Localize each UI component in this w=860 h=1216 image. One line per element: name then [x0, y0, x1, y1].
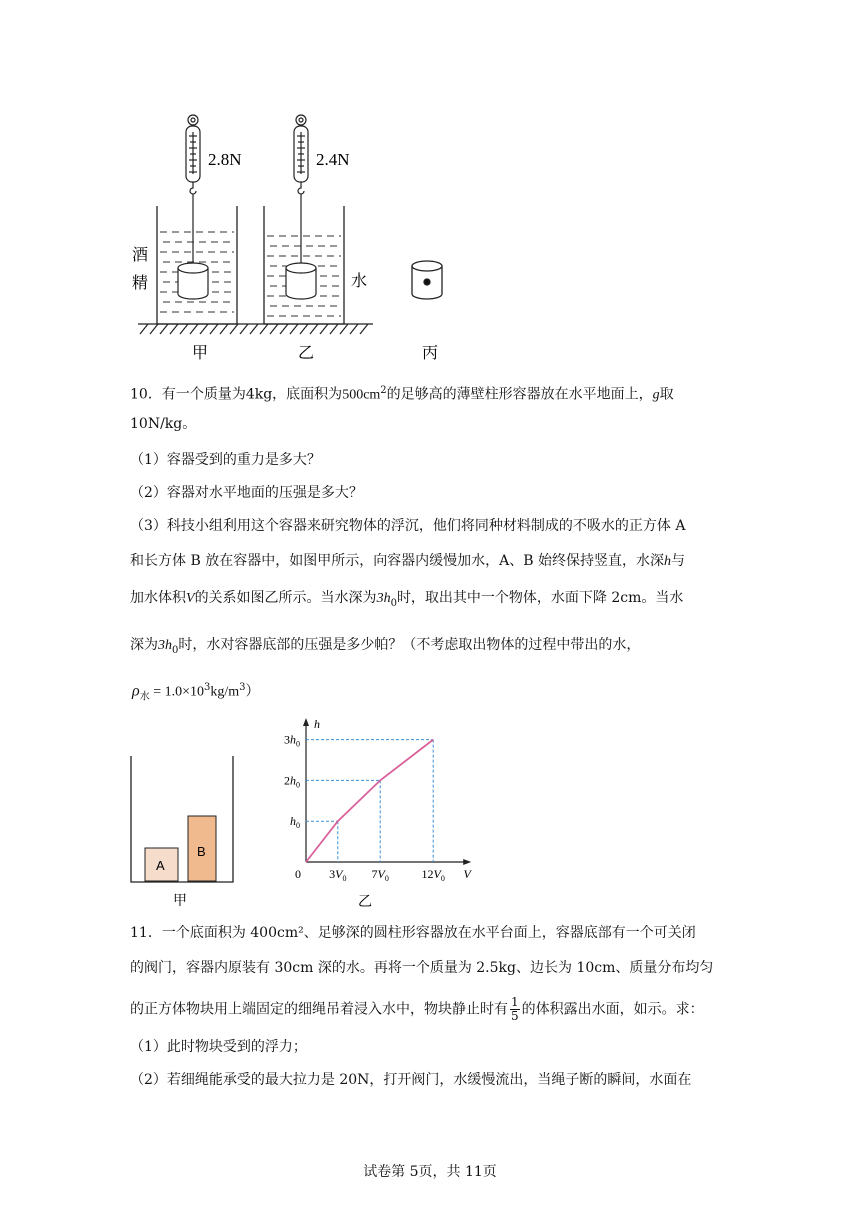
tick-label-y: $3h_0$: [284, 732, 300, 749]
q11-line1: 11．一个底面积为 400cm²、足够深的圆柱形容器放在水平台面上，容器底部有一个可关闭: [130, 925, 696, 941]
x-axis-arrow: [463, 859, 471, 865]
reading-left: 2.8N: [208, 150, 242, 169]
axis-label-y: h: [314, 717, 320, 731]
series-line: [306, 740, 433, 862]
cylinder-top-view: [412, 261, 442, 299]
q10-sub3-line3: 加水体积V的关系如图乙所示。当水深为$3h_0$时，取出其中一个物体，水面下降 2cm。当水: [130, 590, 684, 609]
q10-density: $\rho_水 = 1.0\times 10^3kg/m^3$）: [132, 682, 260, 703]
q10-sub1: （1）容器受到的重力是多大？: [130, 452, 321, 468]
q11-line2: 的阀门，容器内原装有 30cm 深的水。再将一个质量为 2.5kg、边长为 10cm、质量分布均匀: [130, 960, 714, 976]
q11-number: 11．: [130, 925, 162, 941]
tick-label-x: $7V_0$: [371, 867, 389, 883]
label-b: B: [197, 844, 206, 859]
q11-line3: 的正方体物块用上端固定的细绳吊着浸入水中，物块静止时有 $\frac{1}{5}$ 的体积露出水面，如示。求：: [130, 995, 704, 1023]
caption-bing: 丙: [422, 343, 439, 362]
q11-sub2: （2）若细绳能承受的最大拉力是 20N，打开阀门，水缓慢流出，当绳子断的瞬间，水面在: [130, 1072, 692, 1088]
q10-sub3-line4: 深为$3h_0$时，水对容器底部的压强是多少帕？（不考虑取出物体的过程中带出的水，: [130, 637, 641, 656]
cylinder-left: [178, 263, 208, 299]
figure-container-ab: [125, 752, 240, 912]
q10-sub2: （2）容器对水平地面的压强是多大？: [130, 485, 363, 501]
q10-sub3-line1: （3）科技小组利用这个容器来研究物体的浮沉，他们将同种材料制成的不吸水的正方体 A: [130, 518, 686, 534]
spring-scale-left: [186, 115, 200, 266]
axis-label-x: V: [463, 867, 471, 881]
label-a: A: [156, 858, 165, 873]
ground-hatch: [138, 324, 373, 334]
q10-line1: 10．有一个质量为4kg，底面积为$500cm^2$的足够高的薄壁柱形容器放在水平地面上，g取: [130, 385, 674, 403]
fraction: $\frac{1}{5}$: [511, 995, 519, 1023]
reading-right: 2.4N: [316, 150, 350, 169]
caption-jia-2: 甲: [173, 893, 187, 909]
cylinder-right: [286, 263, 316, 299]
y-axis-arrow: [303, 718, 309, 726]
liquid-label-alcohol-2: 精: [132, 273, 149, 292]
caption-yi-2: 乙: [358, 894, 372, 910]
caption-yi: 乙: [298, 343, 315, 362]
figure-buoyancy-setup: [130, 110, 460, 365]
liquid-label-water: 水: [351, 271, 368, 290]
q10-number: 10．: [130, 386, 162, 403]
chart-h-vs-v: [270, 716, 470, 912]
tick-label-y: $2h_0$: [284, 773, 300, 790]
q10-line2: 10N/kg。: [130, 416, 197, 432]
page-footer: 试卷第 5页，共 11页: [363, 1164, 497, 1180]
q11-sub1: （1）此时物块受到的浮力；: [130, 1039, 307, 1055]
liquid-label-alcohol-1: 酒: [132, 245, 149, 264]
caption-jia: 甲: [192, 343, 209, 362]
tick-label-y: $h_0$: [290, 814, 300, 831]
spring-scale-right: [294, 115, 308, 266]
tick-label-x: $3V_0$: [329, 867, 347, 883]
q10-sub3-line2: 和长方体 B 放在容器中，如图甲所示，向容器内缓慢加水，A、B 始终保持竖直，水深h与: [130, 553, 686, 569]
tick-label-x: $12V_0$: [421, 867, 445, 883]
tick-label-x: 0: [295, 867, 301, 881]
